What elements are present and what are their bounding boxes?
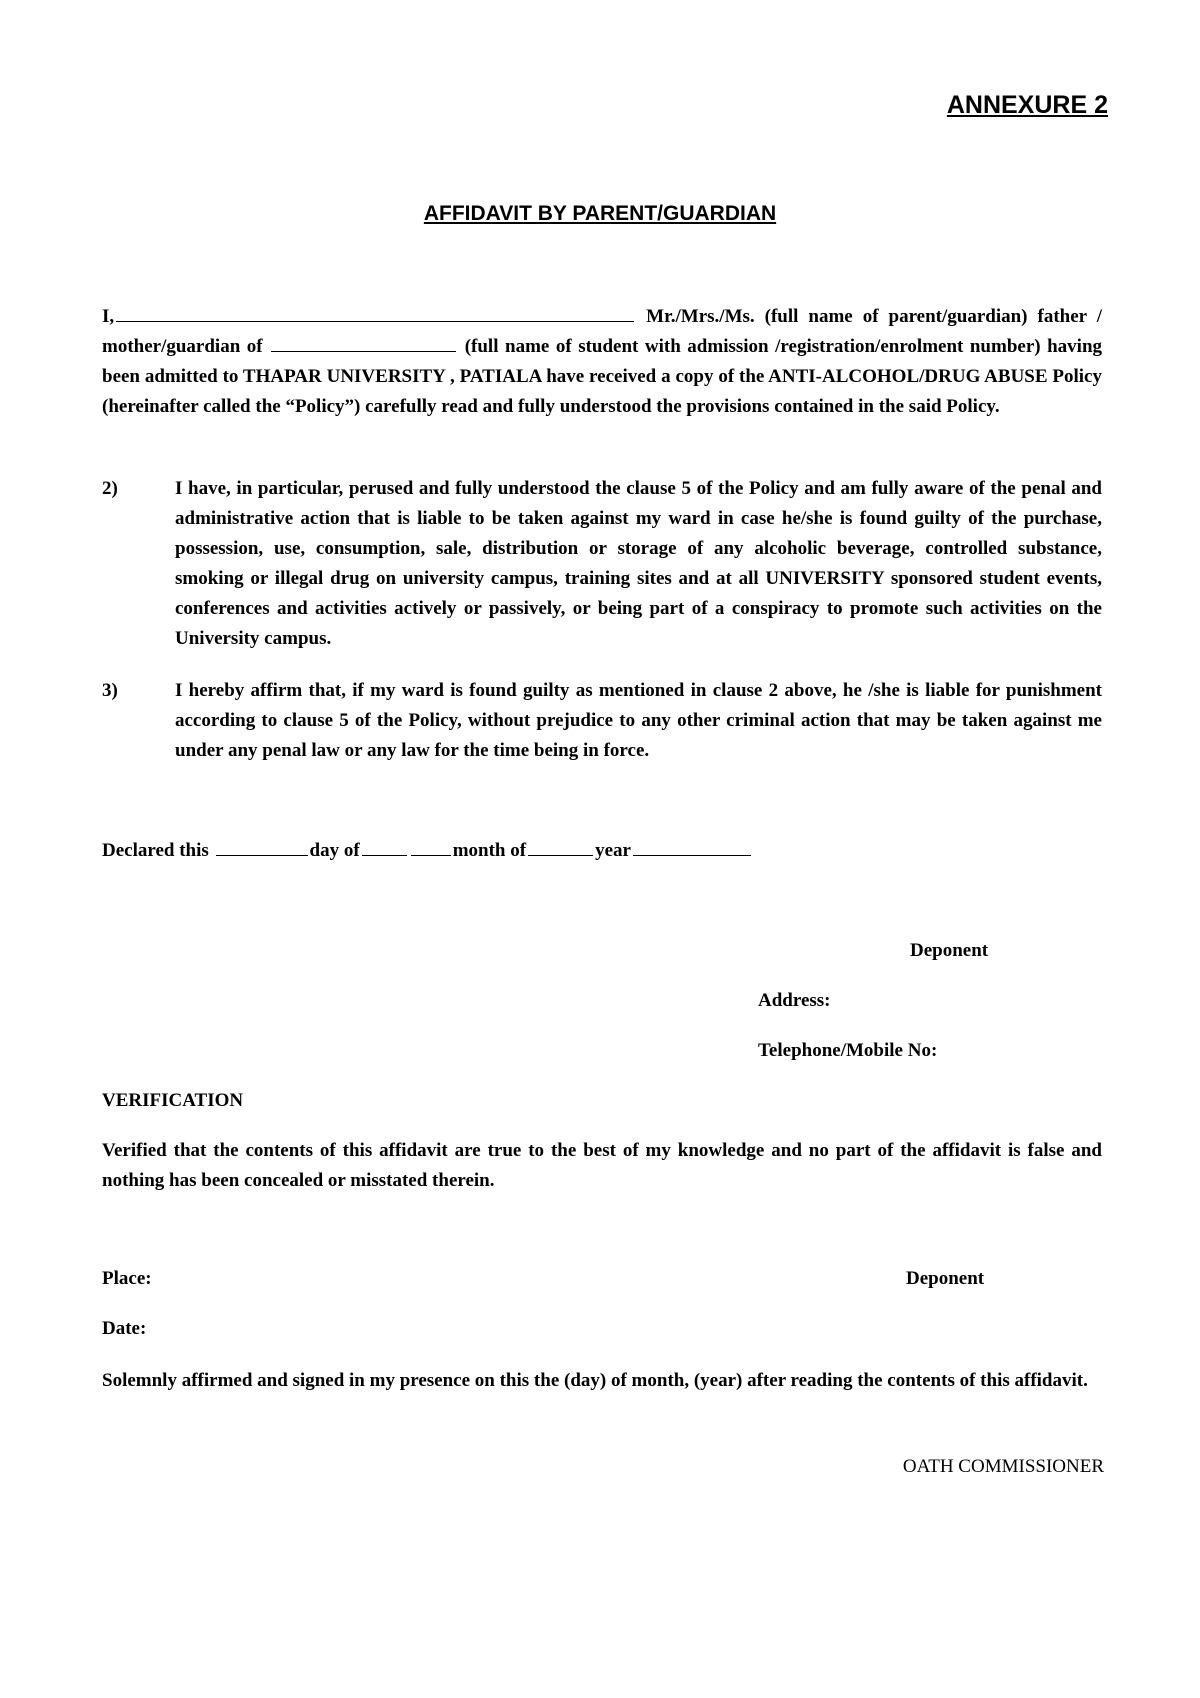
page-title: AFFIDAVIT BY PARENT/GUARDIAN: [423, 202, 777, 225]
parent-name-blank[interactable]: [116, 320, 634, 322]
deponent-label: Deponent: [910, 940, 989, 961]
declared-year: year: [595, 840, 631, 861]
intro-body: (full name of student with admission /registration/enrolment number) having been admitted to THAPAR UNIVERSITY , PATIALA have received a copy of the ANTI-ALCOHOL/DRUG ABUSE Policy (hereinafter called the “Policy”) carefully read and fully understood the provisions contained in the said Policy.: [102, 336, 1103, 417]
student-name-blank[interactable]: [271, 350, 456, 352]
declared-year-value-blank[interactable]: [633, 854, 751, 856]
phone-label: Telephone/Mobile No:: [758, 1040, 938, 1061]
verification-heading: VERIFICATION: [102, 1090, 244, 1111]
intro-relation: Mr./Mrs./Ms. (full name of parent/guardian) father / mother/guardian of: [102, 306, 1102, 357]
intro-i: I,: [102, 306, 115, 327]
declared-month: month of: [452, 840, 527, 861]
clause-2-number: 2): [102, 478, 118, 499]
annexure-label: ANNEXURE 2: [946, 91, 1108, 119]
footer-deponent-label: Deponent: [906, 1268, 985, 1289]
declared-day-blank[interactable]: [216, 854, 308, 856]
intro-paragraph: [102, 302, 1102, 422]
clause-3-number: 3): [102, 680, 118, 701]
declared-day: day of: [309, 840, 360, 861]
address-label: Address:: [758, 990, 831, 1011]
verification-text: Verified that the contents of this affidavit are true to the best of my knowledge and no part of the affidavit is false and nothing has been concealed or misstated therein.: [102, 1140, 1102, 1191]
place-label: Place:: [102, 1268, 152, 1289]
clause-2-text: I have, in particular, perused and fully understood the clause 5 of the Policy and am fully aware of the penal and administrative action that is liable to be taken against my ward in case he/she is found guilty of the purchase, possession, use, consumption, sale, distribution or storage of any alcoholic beverage, controlled substance, smoking or illegal drug on university campus, training sites and at all UNIVERSITY sponsored student events, conferences and activities actively or passively, or being part of a conspiracy to promote such activities on the University campus.: [175, 478, 1102, 649]
declared-month-blank-a[interactable]: [362, 854, 407, 856]
clause-3-text: I hereby affirm that, if my ward is found guilty as mentioned in clause 2 above, he /she is liable for punishment according to clause 5 of the Policy, without prejudice to any other criminal action that may be taken against me under any penal law or any law for the time being in force.: [175, 680, 1102, 761]
declared-line: [102, 840, 753, 862]
oath-commissioner: OATH COMMISSIONER: [902, 1456, 1104, 1477]
solemn-text: Solemnly affirmed and signed in my presence on this the (day) of month, (year) after reading the contents of this affidavit.: [102, 1370, 1088, 1391]
date-label: Date:: [102, 1318, 147, 1339]
declared-prefix: Declared this: [102, 840, 209, 861]
declared-year-blank[interactable]: [528, 854, 593, 856]
declared-month-blank-b[interactable]: [411, 854, 451, 856]
